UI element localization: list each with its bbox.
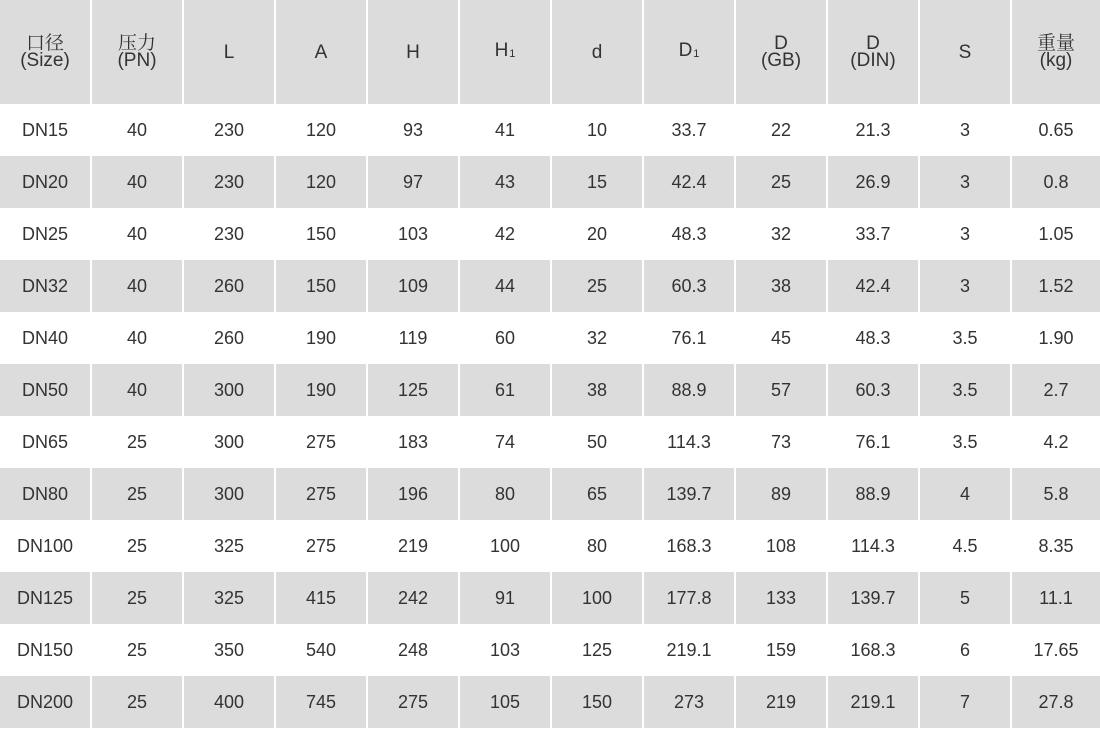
cell-d-small: 32 [552,312,644,364]
cell-h: 248 [368,624,460,676]
cell-d-small: 80 [552,520,644,572]
cell-pressure: 40 [92,312,184,364]
header-h1-label: H [494,39,509,61]
cell-d-din: 33.7 [828,208,920,260]
cell-h1: 43 [460,156,552,208]
header-h1-subscript: 1 [509,47,516,60]
cell-size: DN65 [0,416,92,468]
cell-h: 219 [368,520,460,572]
cell-a: 415 [276,572,368,624]
cell-d-gb: 45 [736,312,828,364]
cell-h: 109 [368,260,460,312]
cell-s: 3 [920,208,1012,260]
cell-s: 5 [920,572,1012,624]
cell-h1: 60 [460,312,552,364]
cell-pressure: 40 [92,364,184,416]
cell-h: 97 [368,156,460,208]
cell-size: DN150 [0,624,92,676]
table-row [0,208,1100,260]
cell-d-small: 150 [552,676,644,728]
header-h-label: H [406,41,420,63]
cell-d1: 139.7 [644,468,736,520]
cell-d1: 168.3 [644,520,736,572]
cell-weight: 1.90 [1012,312,1100,364]
cell-d1: 76.1 [644,312,736,364]
cell-pressure: 40 [92,208,184,260]
cell-h1: 105 [460,676,552,728]
cell-weight: 1.05 [1012,208,1100,260]
cell-h1: 80 [460,468,552,520]
cell-size: DN80 [0,468,92,520]
header-size [0,0,92,104]
cell-l: 325 [184,520,276,572]
cell-d-gb: 57 [736,364,828,416]
cell-h: 103 [368,208,460,260]
cell-h1: 74 [460,416,552,468]
header-row [0,0,1100,104]
cell-l: 260 [184,312,276,364]
cell-d-small: 25 [552,260,644,312]
header-h [368,0,460,104]
header-d-din-sublabel: (DIN) [850,50,896,71]
cell-h1: 61 [460,364,552,416]
cell-pressure: 25 [92,416,184,468]
cell-size: DN32 [0,260,92,312]
cell-pressure: 40 [92,104,184,156]
cell-s: 3 [920,260,1012,312]
cell-d-gb: 89 [736,468,828,520]
header-a-label: A [314,41,328,63]
cell-l: 230 [184,156,276,208]
cell-d-gb: 32 [736,208,828,260]
cell-d-din: 26.9 [828,156,920,208]
cell-a: 120 [276,156,368,208]
header-pressure [92,0,184,104]
cell-h1: 103 [460,624,552,676]
cell-a: 150 [276,208,368,260]
cell-l: 325 [184,572,276,624]
cell-h: 275 [368,676,460,728]
cell-size: DN50 [0,364,92,416]
cell-d1: 177.8 [644,572,736,624]
cell-d1: 114.3 [644,416,736,468]
cell-d-din: 42.4 [828,260,920,312]
header-s [920,0,1012,104]
cell-a: 150 [276,260,368,312]
table-row [0,624,1100,676]
cell-weight: 0.8 [1012,156,1100,208]
header-l [184,0,276,104]
cell-l: 230 [184,208,276,260]
table-row [0,156,1100,208]
table-row [0,676,1100,728]
cell-a: 190 [276,364,368,416]
cell-pressure: 25 [92,468,184,520]
cell-d-gb: 38 [736,260,828,312]
cell-d-small: 15 [552,156,644,208]
cell-weight: 2.7 [1012,364,1100,416]
cell-l: 400 [184,676,276,728]
cell-d-small: 50 [552,416,644,468]
table-row [0,468,1100,520]
cell-d-din: 21.3 [828,104,920,156]
cell-d-din: 139.7 [828,572,920,624]
cell-weight: 17.65 [1012,624,1100,676]
table-row [0,416,1100,468]
cell-d-din: 168.3 [828,624,920,676]
header-pressure-sublabel: (PN) [117,50,157,71]
header-size-sublabel: (Size) [20,50,70,71]
cell-weight: 11.1 [1012,572,1100,624]
header-d-din [828,0,920,104]
cell-s: 4.5 [920,520,1012,572]
cell-size: DN100 [0,520,92,572]
cell-pressure: 25 [92,520,184,572]
cell-weight: 4.2 [1012,416,1100,468]
header-a [276,0,368,104]
cell-h: 183 [368,416,460,468]
cell-size: DN15 [0,104,92,156]
cell-h1: 44 [460,260,552,312]
header-h1 [460,0,552,104]
cell-d-gb: 108 [736,520,828,572]
header-d-small-label: d [591,41,603,63]
header-size-label: 口径 [25,33,64,54]
cell-d-gb: 159 [736,624,828,676]
cell-s: 3 [920,104,1012,156]
cell-d-gb: 219 [736,676,828,728]
cell-pressure: 40 [92,156,184,208]
header-d1-label: D [678,39,693,61]
cell-d-din: 76.1 [828,416,920,468]
table-body [0,104,1100,728]
table-row [0,364,1100,416]
cell-size: DN40 [0,312,92,364]
cell-l: 300 [184,416,276,468]
cell-h1: 41 [460,104,552,156]
header-weight-label: 重量 [1036,33,1075,54]
cell-h: 119 [368,312,460,364]
cell-d-gb: 73 [736,416,828,468]
cell-s: 3 [920,156,1012,208]
cell-d1: 219.1 [644,624,736,676]
cell-d-din: 219.1 [828,676,920,728]
header-d-gb [736,0,828,104]
cell-a: 745 [276,676,368,728]
cell-a: 120 [276,104,368,156]
cell-d1: 273 [644,676,736,728]
cell-size: DN125 [0,572,92,624]
cell-pressure: 40 [92,260,184,312]
table-row [0,260,1100,312]
cell-a: 540 [276,624,368,676]
header-d1-subscript: 1 [693,47,700,60]
cell-size: DN200 [0,676,92,728]
cell-weight: 8.35 [1012,520,1100,572]
cell-d-gb: 25 [736,156,828,208]
cell-l: 300 [184,468,276,520]
cell-h: 93 [368,104,460,156]
cell-l: 260 [184,260,276,312]
cell-s: 7 [920,676,1012,728]
cell-weight: 5.8 [1012,468,1100,520]
cell-h1: 91 [460,572,552,624]
cell-l: 230 [184,104,276,156]
cell-pressure: 25 [92,624,184,676]
cell-d1: 60.3 [644,260,736,312]
header-d-gb-label: D [774,33,788,54]
cell-s: 3.5 [920,364,1012,416]
header-d-din-label: D [866,33,880,54]
header-d-small [552,0,644,104]
cell-l: 350 [184,624,276,676]
cell-a: 275 [276,520,368,572]
cell-d-din: 60.3 [828,364,920,416]
table-row [0,572,1100,624]
cell-d-small: 20 [552,208,644,260]
table-row [0,104,1100,156]
cell-weight: 0.65 [1012,104,1100,156]
cell-a: 275 [276,468,368,520]
cell-h: 196 [368,468,460,520]
cell-d-din: 88.9 [828,468,920,520]
cell-l: 300 [184,364,276,416]
cell-weight: 27.8 [1012,676,1100,728]
cell-h: 125 [368,364,460,416]
cell-d-small: 38 [552,364,644,416]
cell-pressure: 25 [92,572,184,624]
header-l-label: L [223,41,235,63]
cell-d-small: 10 [552,104,644,156]
cell-s: 6 [920,624,1012,676]
header-d1 [644,0,736,104]
cell-d-small: 125 [552,624,644,676]
cell-s: 3.5 [920,312,1012,364]
header-s-label: S [958,41,972,63]
cell-d1: 88.9 [644,364,736,416]
cell-h1: 100 [460,520,552,572]
cell-s: 4 [920,468,1012,520]
cell-weight: 1.52 [1012,260,1100,312]
cell-h: 242 [368,572,460,624]
cell-a: 275 [276,416,368,468]
cell-size: DN20 [0,156,92,208]
header-d-gb-sublabel: (GB) [760,50,802,71]
header-weight-sublabel: (kg) [1039,50,1073,71]
cell-d1: 42.4 [644,156,736,208]
cell-d-din: 114.3 [828,520,920,572]
cell-size: DN25 [0,208,92,260]
cell-d1: 48.3 [644,208,736,260]
cell-d-gb: 22 [736,104,828,156]
header-pressure-label: 压力 [117,33,156,54]
cell-pressure: 25 [92,676,184,728]
cell-d-small: 100 [552,572,644,624]
cell-d-small: 65 [552,468,644,520]
header-weight [1012,0,1100,104]
table-row [0,520,1100,572]
cell-a: 190 [276,312,368,364]
cell-h1: 42 [460,208,552,260]
table-row [0,312,1100,364]
cell-s: 3.5 [920,416,1012,468]
cell-d-gb: 133 [736,572,828,624]
cell-d1: 33.7 [644,104,736,156]
cell-d-din: 48.3 [828,312,920,364]
